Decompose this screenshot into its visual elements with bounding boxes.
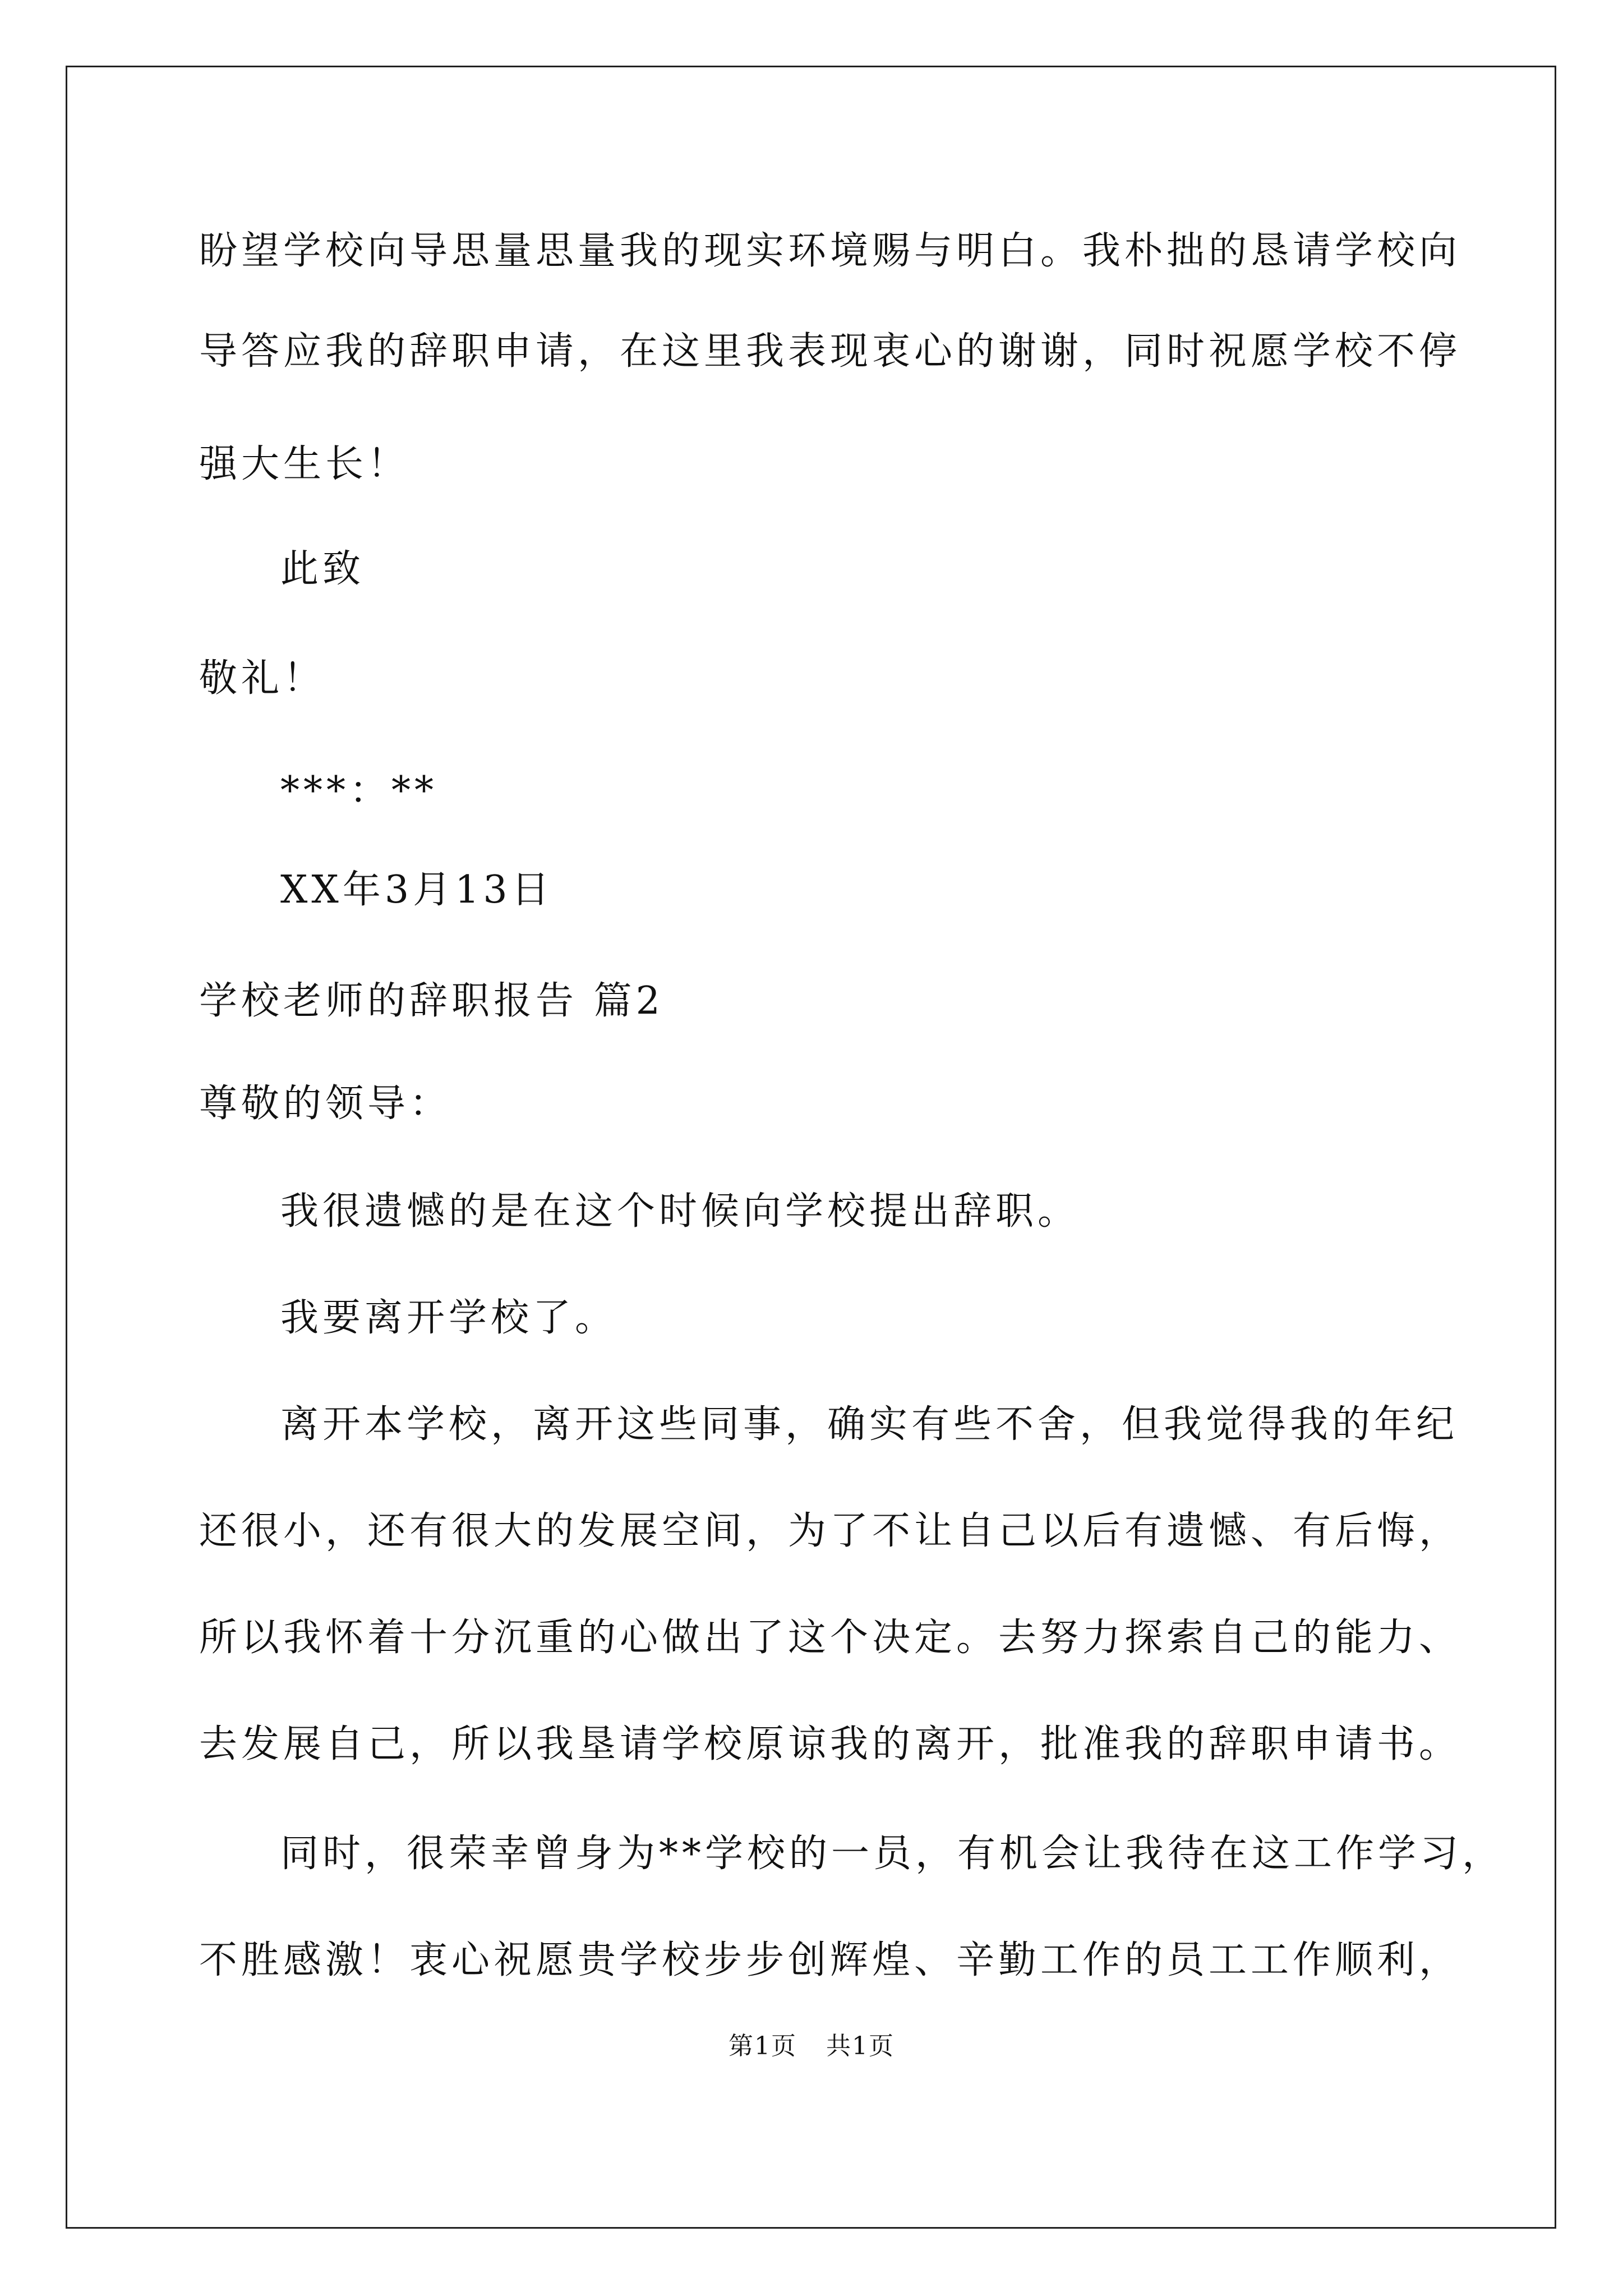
- body-line-7: 还很小，还有很大的发展空间，为了不让自己以后有遗憾、有后悔，: [199, 1509, 1461, 1553]
- body-line-4: 我很遗憾的是在这个时候向学校提出辞职。: [280, 1189, 1080, 1234]
- body-line-10: 同时，很荣幸曾身为**学校的一员，有机会让我待在这工作学习，: [280, 1832, 1505, 1876]
- body-line-9: 去发展自己，所以我垦请学校原谅我的离开，批准我的辞职申请书。: [199, 1722, 1461, 1766]
- closing-salutation: 此致: [280, 547, 365, 591]
- body-line-1: 盼望学校向导思量思量我的现实环境赐与明白。我朴拙的恳请学校向: [199, 229, 1461, 273]
- body-line-5: 我要离开学校了。: [280, 1296, 617, 1340]
- signature-date: XX年3月13日: [280, 868, 554, 912]
- body-line-2: 导答应我的辞职申请，在这里我表现衷心的谢谢，同时祝愿学校不停: [199, 329, 1461, 374]
- closing-regards: 敬礼！: [199, 656, 326, 701]
- section-heading: 学校老师的辞职报告 篇2: [199, 979, 664, 1023]
- signature: ***：**: [280, 769, 438, 813]
- body-line-11: 不胜感激！衷心祝愿贵学校步步创辉煌、辛勤工作的员工工作顺利，: [199, 1938, 1461, 1982]
- body-line-6: 离开本学校，离开这些同事，确实有些不舍，但我觉得我的年纪: [280, 1402, 1459, 1447]
- body-line-3: 强大生长！: [199, 442, 410, 486]
- page-border: [66, 66, 1556, 2229]
- page-footer: [0, 2031, 1623, 2062]
- page-total: 共1页: [826, 2032, 895, 2060]
- letter-greeting: 尊敬的领导：: [199, 1082, 452, 1126]
- body-line-8: 所以我怀着十分沉重的心做出了这个决定。去努力探索自己的能力、: [199, 1616, 1461, 1660]
- page-number: 第1页: [728, 2032, 797, 2060]
